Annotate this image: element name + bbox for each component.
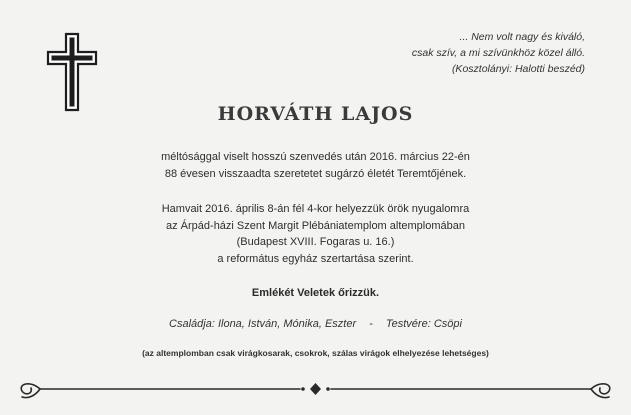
flowers-note: (az altemplomban csak virágkosarak, csokrok, szálas virágok elhelyezése lehetséges) [142, 348, 489, 358]
quote-line: ... Nem volt nagy és kiváló, [459, 31, 585, 43]
family-separator: - [369, 318, 373, 330]
announcement-paragraph [0, 149, 631, 182]
memory-line: Emlékét Veletek őrizzük. [251, 287, 380, 299]
funeral-details-paragraph [0, 201, 631, 267]
quote-attribution: (Kosztolányi: Halotti beszéd) [451, 63, 585, 75]
ornamental-divider [0, 372, 631, 402]
text-line: a református egyház szertartása szerint. [217, 252, 414, 265]
quote-block [285, 29, 585, 77]
quote-line: csak szív, a mi szívünkhöz közel álló. [411, 47, 585, 59]
family-line [0, 318, 631, 330]
text-line: 88 évesen visszaadta szeretetet sugárzó életét Teremtőjének. [164, 167, 467, 180]
deceased-name: HORVÁTH LAJOS [217, 103, 414, 125]
text-line: Hamvait 2016. április 8-án fél 4-kor helyezzük örök nyugalomra [161, 203, 470, 215]
text-line: méltósággal viselt hosszú szenvedés után 2016. március 22-én [161, 151, 470, 163]
family-children: Családja: Ilona, István, Mónika, Eszter [169, 318, 357, 330]
family-siblings: Testvére: Csöpi [385, 318, 462, 330]
text-line: az Árpád-házi Szent Margit Plébániatemplom altemplomában [166, 219, 465, 232]
cross-icon [46, 32, 98, 112]
text-line: (Budapest XVIII. Fogaras u. 16.) [236, 236, 395, 248]
